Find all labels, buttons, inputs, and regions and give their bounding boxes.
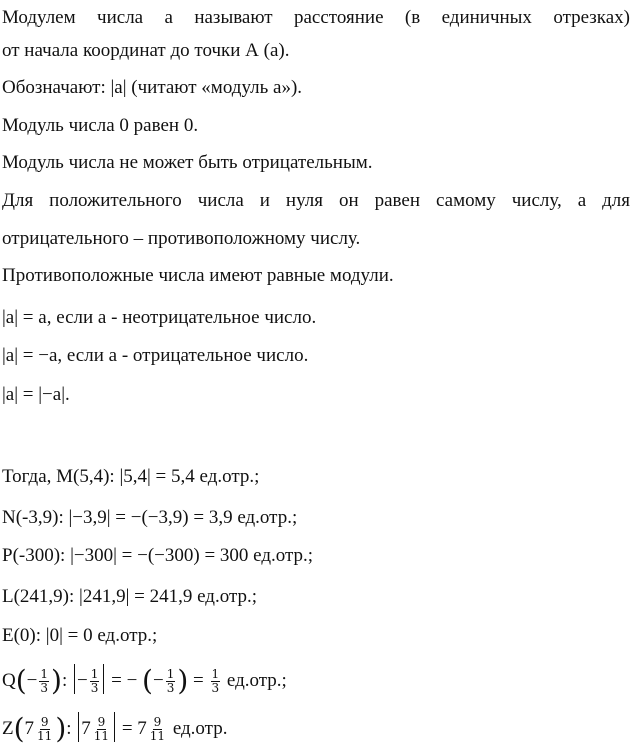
paren-close: ) bbox=[177, 664, 189, 697]
whole-part: 7 bbox=[81, 718, 91, 739]
theory-line-4: Модуль числа 0 равен 0. bbox=[2, 115, 199, 136]
unit: ед.отр.; bbox=[226, 670, 287, 691]
theory-line-1: Модулем числа а называют расстояние (в единичных отрезках) bbox=[2, 7, 630, 28]
point-label: Z bbox=[2, 718, 14, 739]
example-z bbox=[2, 712, 227, 745]
point-label: Q bbox=[2, 670, 16, 691]
fraction-denominator: 3 bbox=[211, 681, 220, 696]
theory-line-3: Обозначают: |а| (читают «модуль а»). bbox=[2, 77, 303, 98]
abs-bar-right bbox=[114, 712, 115, 742]
fraction-numerator: 1 bbox=[211, 667, 220, 682]
example-l: L(241,9): |241,9| = 241,9 ед.отр.; bbox=[2, 586, 258, 607]
fraction-denominator: 3 bbox=[166, 681, 175, 696]
fraction bbox=[39, 668, 49, 695]
fraction bbox=[166, 668, 176, 695]
example-n: N(-3,9): |−3,9| = −(−3,9) = 3,9 ед.отр.; bbox=[2, 507, 298, 528]
paren-open: ( bbox=[142, 664, 153, 697]
equals: = bbox=[193, 670, 204, 691]
example-m: Тогда, M(5,4): |5,4| = 5,4 ед.отр.; bbox=[2, 466, 260, 487]
abs-bar-left bbox=[74, 664, 75, 694]
colon: : bbox=[66, 718, 72, 739]
theory-line-9: |а| = а, если а - неотрицательное число. bbox=[2, 307, 317, 328]
fraction bbox=[149, 716, 166, 743]
fraction-denominator: 11 bbox=[37, 729, 53, 744]
theory-line-6: Для положительного числа и нуля он равен самому числу, а для bbox=[2, 190, 630, 211]
paren-close: ) bbox=[55, 712, 67, 745]
fraction-denominator: 11 bbox=[149, 729, 166, 744]
fraction-numerator: 1 bbox=[90, 667, 99, 682]
fraction-numerator: 9 bbox=[40, 715, 49, 730]
minus-sign: − bbox=[26, 670, 38, 691]
theory-line-7: отрицательного – противоположному числу. bbox=[2, 228, 361, 249]
theory-line-8: Противоположные числа имеют равные модули. bbox=[2, 265, 394, 286]
fraction-denominator: 3 bbox=[40, 681, 49, 696]
theory-line-11: |а| = |−а|. bbox=[2, 384, 70, 405]
paren-open: ( bbox=[15, 664, 27, 697]
fraction-numerator: 9 bbox=[153, 715, 162, 730]
fraction-denominator: 11 bbox=[93, 729, 110, 744]
equals: = bbox=[121, 718, 133, 739]
paren-close: ) bbox=[51, 664, 62, 697]
abs-bar-left bbox=[78, 712, 79, 742]
whole-part: 7 bbox=[137, 718, 147, 739]
theory-line-10: |а| = −а, если а - отрицательное число. bbox=[2, 345, 309, 366]
fraction-denominator: 3 bbox=[90, 681, 99, 696]
colon: : bbox=[61, 670, 68, 691]
equals-minus: = − bbox=[111, 670, 138, 691]
fraction-numerator: 1 bbox=[40, 667, 49, 682]
example-p: P(-300): |−300| = −(−300) = 300 ед.отр.; bbox=[2, 545, 314, 566]
fraction bbox=[93, 716, 110, 743]
minus-sign: − bbox=[77, 670, 88, 691]
example-q bbox=[2, 664, 287, 697]
fraction-numerator: 9 bbox=[97, 715, 106, 730]
fraction bbox=[211, 668, 221, 695]
unit: ед.отр. bbox=[172, 718, 228, 739]
example-e: E(0): |0| = 0 ед.отр.; bbox=[2, 625, 158, 646]
paren-open: ( bbox=[13, 712, 25, 745]
whole-part: 7 bbox=[24, 718, 35, 739]
fraction bbox=[90, 668, 100, 695]
minus-sign: − bbox=[152, 670, 164, 691]
theory-line-5: Модуль числа не может быть отрицательным. bbox=[2, 152, 373, 173]
fraction-numerator: 1 bbox=[166, 667, 175, 682]
theory-line-2: от начала координат до точки А (а). bbox=[2, 40, 290, 61]
abs-bar-right bbox=[103, 664, 104, 694]
fraction bbox=[36, 716, 53, 743]
